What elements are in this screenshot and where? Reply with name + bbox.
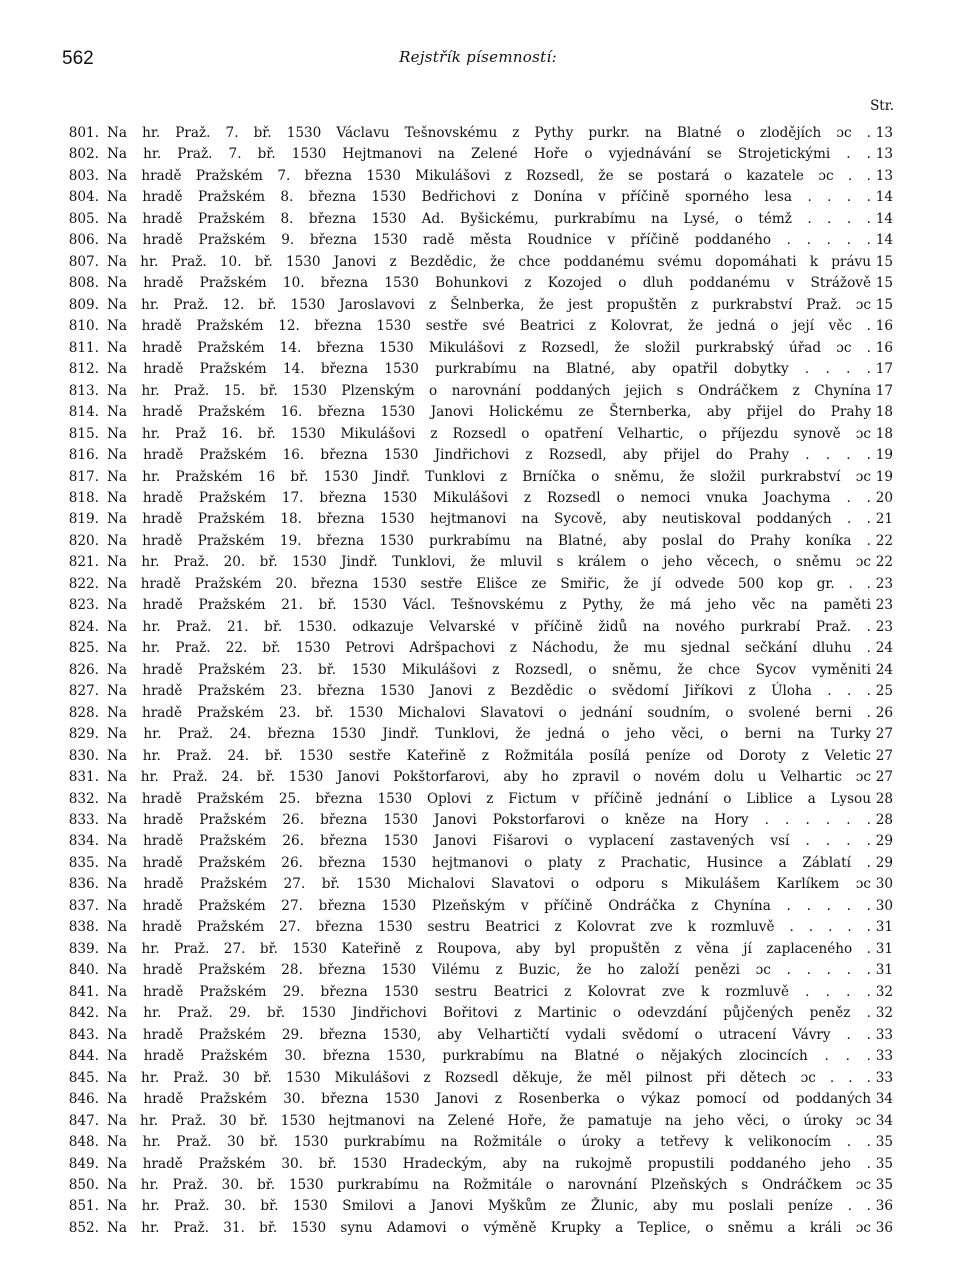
entry-text: Na hr. Praž 16. bř. 1530 Mikulášovi z Rozsedl o opatření Velhartic, o příjezdu synově ɔc	[107, 425, 871, 442]
entry-text: Na hr. Praž. 29. bř. 1530 Jindřichovi Bořitovi z Martinic o odevzdání půjčených peněz .	[107, 1005, 871, 1022]
register-entry	[63, 467, 893, 488]
register-list	[63, 123, 893, 1239]
register-entry	[63, 1003, 893, 1024]
entry-number: 822.	[68, 575, 99, 592]
page-header	[62, 48, 894, 74]
entry-text: Na hr. Praž. 15. bř. 1530 Plzenským o narovnání poddaných jejich s Ondráčkem z Chynína	[107, 382, 871, 399]
entry-number: 818.	[68, 489, 99, 506]
entry-number: 826.	[68, 661, 99, 678]
entry-number: 836.	[68, 876, 99, 893]
register-entry	[63, 1089, 893, 1110]
entry-number: 804.	[68, 189, 99, 206]
entry-text: Na hr. Praž. 24. bř. 1530 sestře Kateřině z Rožmitála posílá peníze od Doroty z Veletic	[107, 747, 871, 764]
entry-page-number: 30	[875, 876, 893, 893]
entry-number: 803.	[68, 167, 99, 184]
entry-text: Na hradě Pražském 19. března 1530 purkrabímu na Blatné, aby poslal do Prahy koníka .	[107, 532, 871, 549]
entry-text: Na hradě Pražském 10. března 1530 Bohunkovi z Kozojed o dluh poddanému v Strážově	[107, 275, 871, 292]
entry-page-number: 19	[875, 468, 893, 485]
entry-page-number: 35	[875, 1176, 893, 1193]
entry-number: 825.	[68, 640, 99, 657]
entry-text: Na hradě Pražském 28. března 1530 Vilému z Buzic, že ho založí penězi ɔc . . . . .	[107, 962, 871, 979]
entry-text: Na hradě Pražském 17. března 1530 Mikulášovi z Rozsedl o nemoci vnuka Joachyma . .	[107, 489, 871, 506]
entry-number: 815.	[68, 425, 99, 442]
entry-number: 845.	[68, 1069, 99, 1086]
entry-text: Na hradě Pražském 30. března 1530, purkrabímu na Blatné o nějakých zlocincích . . .	[107, 1048, 871, 1065]
entry-text: Na hradě Pražském 26. března 1530 Janovi Pokstorfarovi o kněze na Hory . . . . . .	[107, 812, 871, 828]
register-entry	[63, 767, 893, 788]
register-entry	[63, 402, 893, 423]
entry-page-number: 15	[875, 253, 893, 270]
register-entry	[63, 617, 893, 638]
entry-page-number: 27	[875, 726, 893, 743]
entry-text: Na hradě Pražském 29. března 1530 sestru Beatrici z Kolovrat zve k rozmluvě . . . .	[107, 983, 871, 1000]
entry-page-number: 23	[875, 597, 893, 614]
entry-page-number: 18	[875, 404, 893, 421]
entry-page-number: 35	[875, 1134, 893, 1151]
entry-page-number: 17	[875, 361, 893, 378]
entry-number: 847.	[68, 1112, 99, 1129]
entry-number: 819.	[68, 511, 99, 528]
entry-number: 841.	[68, 983, 99, 1000]
entry-page-number: 29	[875, 833, 893, 850]
entry-page-number: 16	[875, 339, 893, 356]
register-entry	[63, 831, 893, 852]
entry-number: 823.	[68, 597, 99, 614]
entry-page-number: 31	[875, 940, 893, 957]
entry-text: Na hr. Praž. 24. března 1530 Jindř. Tunklovi, že jedná o jeho věci, o berni na Turky	[107, 726, 871, 743]
register-entry	[63, 144, 893, 165]
entry-text: Na hradě Pražském 23. bř. 1530 Michalovi Slavatovi o jednání soudním, o svolené berni .	[107, 704, 871, 721]
entry-page-number: 18	[875, 425, 893, 442]
entry-text: Na hradě Pražském 12. března 1530 sestře své Beatrici z Kolovrat, že jedná o její věc .	[107, 318, 871, 335]
page-number: 562	[62, 48, 94, 69]
entry-number: 846.	[68, 1091, 99, 1108]
entry-page-number: 30	[875, 897, 893, 914]
register-entry	[63, 1025, 893, 1046]
entry-page-number: 14	[875, 210, 893, 227]
entry-text: Na hradě Pražském 7. března 1530 Mikulášovi z Rozsedl, že se postará o kazatele ɔc . .	[107, 167, 871, 184]
entry-text: Na hr. Praž. 22. bř. 1530 Petrovi Adršpachovi z Náchodu, že mu sjednal sečkání dluhu .	[107, 640, 871, 657]
entry-text: Na hradě Pražském 30. března 1530 Janovi z Rosenberka o výkaz pomocí od poddaných	[107, 1091, 871, 1108]
entry-page-number: 31	[875, 919, 893, 936]
entry-page-number: 34	[875, 1112, 893, 1129]
entry-text: Na hradě Pražském 20. března 1530 sestře Elišce ze Smiřic, že jí odvede 500 kop gr. . .	[107, 575, 871, 592]
entry-number: 829.	[68, 726, 99, 743]
register-entry	[63, 595, 893, 616]
register-entry	[63, 445, 893, 466]
register-entry	[63, 874, 893, 895]
entry-text: Na hr. Praž. 10. bř. 1530 Janovi z Bezdědic, že chce poddanému svému dopomáhati k právu	[107, 253, 871, 270]
entry-text: Na hr. Praž. 30 bř. 1530 hejtmanovi na Zelené Hoře, že pamatuje na jeho věci, o úroky ɔc	[107, 1112, 871, 1129]
entry-page-number: 14	[875, 189, 893, 206]
entry-number: 838.	[68, 919, 99, 936]
entry-page-number: 15	[875, 296, 893, 313]
entry-text: Na hradě Pražském 23. bř. 1530 Mikulášovi z Rozsedl, o sněmu, že chce Sycov vyměniti	[107, 661, 871, 678]
entry-page-number: 21	[875, 511, 893, 528]
entry-text: Na hradě Pražském 30. bř. 1530 Hradeckým, aby na rukojmě propustili poddaného jeho .	[107, 1155, 871, 1172]
entry-number: 810.	[68, 318, 99, 335]
entry-number: 842.	[68, 1005, 99, 1022]
entry-number: 807.	[68, 253, 99, 270]
entry-number: 821.	[68, 554, 99, 571]
entry-text: Na hr. Praž. 21. bř. 1530. odkazuje Velvarské v příčině židů na nového purkrabí Praž. .	[107, 618, 871, 635]
register-entry	[63, 960, 893, 981]
entry-text: Na hr. Praž. 27. bř. 1530 Kateřině z Roupova, aby byl propuštěn z věna jí zaplaceného .	[107, 940, 871, 957]
entry-page-number: 31	[875, 962, 893, 979]
entry-text: Na hradě Pražském 16. března 1530 Jindřichovi z Rozsedl, aby přijel do Prahy . . . .	[107, 447, 871, 464]
entry-page-number: 33	[875, 1048, 893, 1065]
entry-text: Na hradě Pražském 26. března 1530 Janovi Fišarovi o vyplacení zastavených vsí . . . .	[107, 833, 871, 850]
register-entry	[63, 638, 893, 659]
entry-page-number: 27	[875, 747, 893, 764]
entry-page-number: 23	[875, 575, 893, 592]
entry-text: Na hradě Pražském 27. bř. 1530 Michalovi Slavatovi o odporu s Mikulášem Karlíkem ɔc	[107, 876, 871, 893]
register-entry	[63, 1218, 893, 1239]
register-entry	[63, 509, 893, 530]
entry-page-number: 13	[875, 125, 893, 141]
entry-number: 832.	[68, 790, 99, 807]
entry-page-number: 16	[875, 318, 893, 335]
entry-page-number: 28	[875, 812, 893, 828]
entry-page-number: 36	[875, 1198, 893, 1215]
entry-page-number: 32	[875, 1005, 893, 1022]
entry-page-number: 35	[875, 1155, 893, 1172]
entry-page-number: 15	[875, 275, 893, 292]
entry-page-number: 34	[875, 1091, 893, 1108]
entry-number: 813.	[68, 382, 99, 399]
register-entry	[63, 1196, 893, 1217]
register-entry	[63, 359, 893, 380]
entry-page-number: 24	[875, 640, 893, 657]
register-entry	[63, 703, 893, 724]
entry-number: 833.	[68, 812, 99, 828]
entry-number: 814.	[68, 404, 99, 421]
register-entry	[63, 166, 893, 187]
entry-number: 812.	[68, 361, 99, 378]
entry-number: 802.	[68, 146, 99, 163]
entry-text: Na hr. Praž. 20. bř. 1530 Jindř. Tunklovi, že mluvil s králem o jeho věcech, o sněmu ɔc	[107, 554, 871, 571]
register-entry	[63, 810, 893, 831]
entry-number: 811.	[68, 339, 99, 356]
entry-text: Na hr. Praž. 30. bř. 1530 purkrabímu na Rožmitále o narovnání Plzeňských s Ondráčkem ɔc	[107, 1176, 871, 1193]
entry-number: 852.	[68, 1219, 99, 1236]
entry-number: 834.	[68, 833, 99, 850]
entry-number: 848.	[68, 1134, 99, 1151]
register-entry	[63, 896, 893, 917]
entry-number: 824.	[68, 618, 99, 635]
entry-text: Na hr. Praž. 24. bř. 1530 Janovi Pokštorfarovi, aby ho zpravil o novém dolu u Velhartic ɔc	[107, 769, 871, 786]
entry-number: 801.	[68, 125, 99, 141]
entry-text: Na hradě Pražském 18. března 1530 hejtmanovi na Sycově, aby neutiskoval poddaných . .	[107, 511, 871, 528]
entry-text: Na hradě Pražském 27. března 1530 Plzeňským v příčině Ondráčka z Chynína . . . . .	[107, 897, 871, 914]
entry-text: Na hr. Praž. 7. bř. 1530 Václavu Tešnovskému z Pythy purkr. na Blatné o zlodějích ɔc .	[107, 125, 871, 141]
register-entry	[63, 660, 893, 681]
register-entry	[63, 853, 893, 874]
entry-page-number: 28	[875, 790, 893, 807]
register-entry	[63, 316, 893, 337]
entry-text: Na hr. Praž. 7. bř. 1530 Hejtmanovi na Zelené Hoře o vyjednávání se Strojetickými . .	[107, 146, 871, 163]
entry-text: Na hradě Pražském 26. března 1530 hejtmanovi o platy z Prachatic, Husince a Záblatí .	[107, 854, 871, 871]
running-title: Rejstřík písemností:	[399, 48, 557, 66]
entry-number: 828.	[68, 704, 99, 721]
register-entry	[63, 1132, 893, 1153]
register-entry	[63, 123, 893, 144]
entry-page-number: 23	[875, 618, 893, 635]
entry-page-number: 24	[875, 661, 893, 678]
entry-page-number: 32	[875, 983, 893, 1000]
entry-text: Na hr. Pražském 16 bř. 1530 Jindř. Tunklovi z Brníčka o sněmu, že složil purkrabství ɔc	[107, 468, 871, 485]
register-entry	[63, 681, 893, 702]
entry-text: Na hradě Pražském 25. března 1530 Oplovi z Fictum v příčině jednání o Liblice a Lysou	[107, 790, 871, 807]
register-entry	[63, 724, 893, 745]
entry-number: 843.	[68, 1026, 99, 1043]
entry-page-number: 22	[875, 532, 893, 549]
entry-number: 839.	[68, 940, 99, 957]
page-column-label: Str.	[870, 98, 894, 114]
register-entry	[63, 789, 893, 810]
entry-page-number: 27	[875, 769, 893, 786]
entry-text: Na hradě Pražském 16. března 1530 Janovi Holickému ze Šternberka, aby přijel do Prahy	[107, 404, 871, 421]
register-entry	[63, 746, 893, 767]
register-entry	[63, 1154, 893, 1175]
entry-number: 851.	[68, 1198, 99, 1215]
entry-text: Na hradě Pražském 9. března 1530 radě města Roudnice v příčině poddaného . . . . .	[107, 232, 871, 249]
register-entry	[63, 1068, 893, 1089]
register-entry	[63, 574, 893, 595]
register-entry	[63, 209, 893, 230]
register-entry	[63, 1111, 893, 1132]
entry-number: 805.	[68, 210, 99, 227]
entry-number: 844.	[68, 1048, 99, 1065]
entry-page-number: 20	[875, 489, 893, 506]
entry-page-number: 25	[875, 683, 893, 700]
register-entry	[63, 295, 893, 316]
register-entry	[63, 273, 893, 294]
register-entry	[63, 187, 893, 208]
entry-number: 831.	[68, 769, 99, 786]
register-entry	[63, 1175, 893, 1196]
entry-number: 827.	[68, 683, 99, 700]
entry-page-number: 14	[875, 232, 893, 249]
entry-text: Na hr. Praž. 30. bř. 1530 Smilovi a Janovi Myškům ze Žlunic, aby mu poslali peníze . .	[107, 1198, 871, 1215]
register-entry	[63, 917, 893, 938]
entry-page-number: 19	[875, 447, 893, 464]
entry-text: Na hradě Pražském 29. března 1530, aby Velhartičtí vydali svědomí o utracení Vávry . .	[107, 1026, 871, 1043]
entry-number: 806.	[68, 232, 99, 249]
entry-text: Na hradě Pražském 23. března 1530 Janovi z Bezdědic o svědomí Jiříkovi z Úloha . . .	[107, 683, 871, 700]
register-entry	[63, 939, 893, 960]
entry-page-number: 13	[875, 146, 893, 163]
entry-text: Na hradě Pražském 27. března 1530 sestru Beatrici z Kolovrat zve k rozmluvě . . . . .	[107, 919, 871, 936]
entry-number: 817.	[68, 468, 99, 485]
entry-number: 849.	[68, 1155, 99, 1172]
register-entry	[63, 488, 893, 509]
entry-number: 837.	[68, 897, 99, 914]
entry-number: 816.	[68, 447, 99, 464]
entry-text: Na hr. Praž. 30 bř. 1530 purkrabímu na Rožmitále o úroky a tetřevy k velikonocím . .	[107, 1134, 871, 1151]
entry-page-number: 13	[875, 167, 893, 184]
entry-text: Na hradě Pražském 21. bř. 1530 Václ. Tešnovskému z Pythy, že má jeho věc na paměti	[107, 597, 871, 614]
entry-text: Na hr. Praž. 30 bř. 1530 Mikulášovi z Rozsedl děkuje, že měl pilnost při dětech ɔc . . .	[107, 1069, 871, 1086]
entry-number: 830.	[68, 747, 99, 764]
register-entry	[63, 230, 893, 251]
entry-text: Na hr. Praž. 12. bř. 1530 Jaroslavovi z Šelnberka, že jest propuštěn z purkrabství Praž. ɔc	[107, 296, 871, 313]
entry-text: Na hradě Pražském 14. března 1530 purkrabímu na Blatné, aby opatřil dobytky . . . .	[107, 361, 871, 378]
register-entry	[63, 381, 893, 402]
entry-number: 809.	[68, 296, 99, 313]
entry-number: 808.	[68, 275, 99, 292]
entry-text: Na hradě Pražském 14. března 1530 Mikulášovi z Rozsedl, že složil purkrabský úřad ɔc .	[107, 339, 871, 356]
entry-number: 820.	[68, 532, 99, 549]
entry-page-number: 22	[875, 554, 893, 571]
entry-text: Na hradě Pražském 8. března 1530 Bedřichovi z Donína v příčině sporného lesa . . . .	[107, 189, 871, 206]
register-entry	[63, 424, 893, 445]
entry-page-number: 33	[875, 1026, 893, 1043]
entry-page-number: 33	[875, 1069, 893, 1086]
register-entry	[63, 552, 893, 573]
register-entry	[63, 1046, 893, 1067]
entry-text: Na hr. Praž. 31. bř. 1530 synu Adamovi o výměně Krupky a Teplice, o sněmu a králi ɔc	[107, 1219, 871, 1236]
entry-number: 835.	[68, 854, 99, 871]
entry-number: 840.	[68, 962, 99, 979]
entry-page-number: 17	[875, 382, 893, 399]
entry-text: Na hradě Pražském 8. března 1530 Ad. Byšickému, purkrabímu na Lysé, o témž . . . .	[107, 210, 871, 227]
register-entry	[63, 531, 893, 552]
register-entry	[63, 982, 893, 1003]
entry-number: 850.	[68, 1176, 99, 1193]
entry-page-number: 29	[875, 854, 893, 871]
register-entry	[63, 338, 893, 359]
entry-page-number: 26	[875, 704, 893, 721]
entry-page-number: 36	[875, 1219, 893, 1236]
register-entry	[63, 252, 893, 273]
